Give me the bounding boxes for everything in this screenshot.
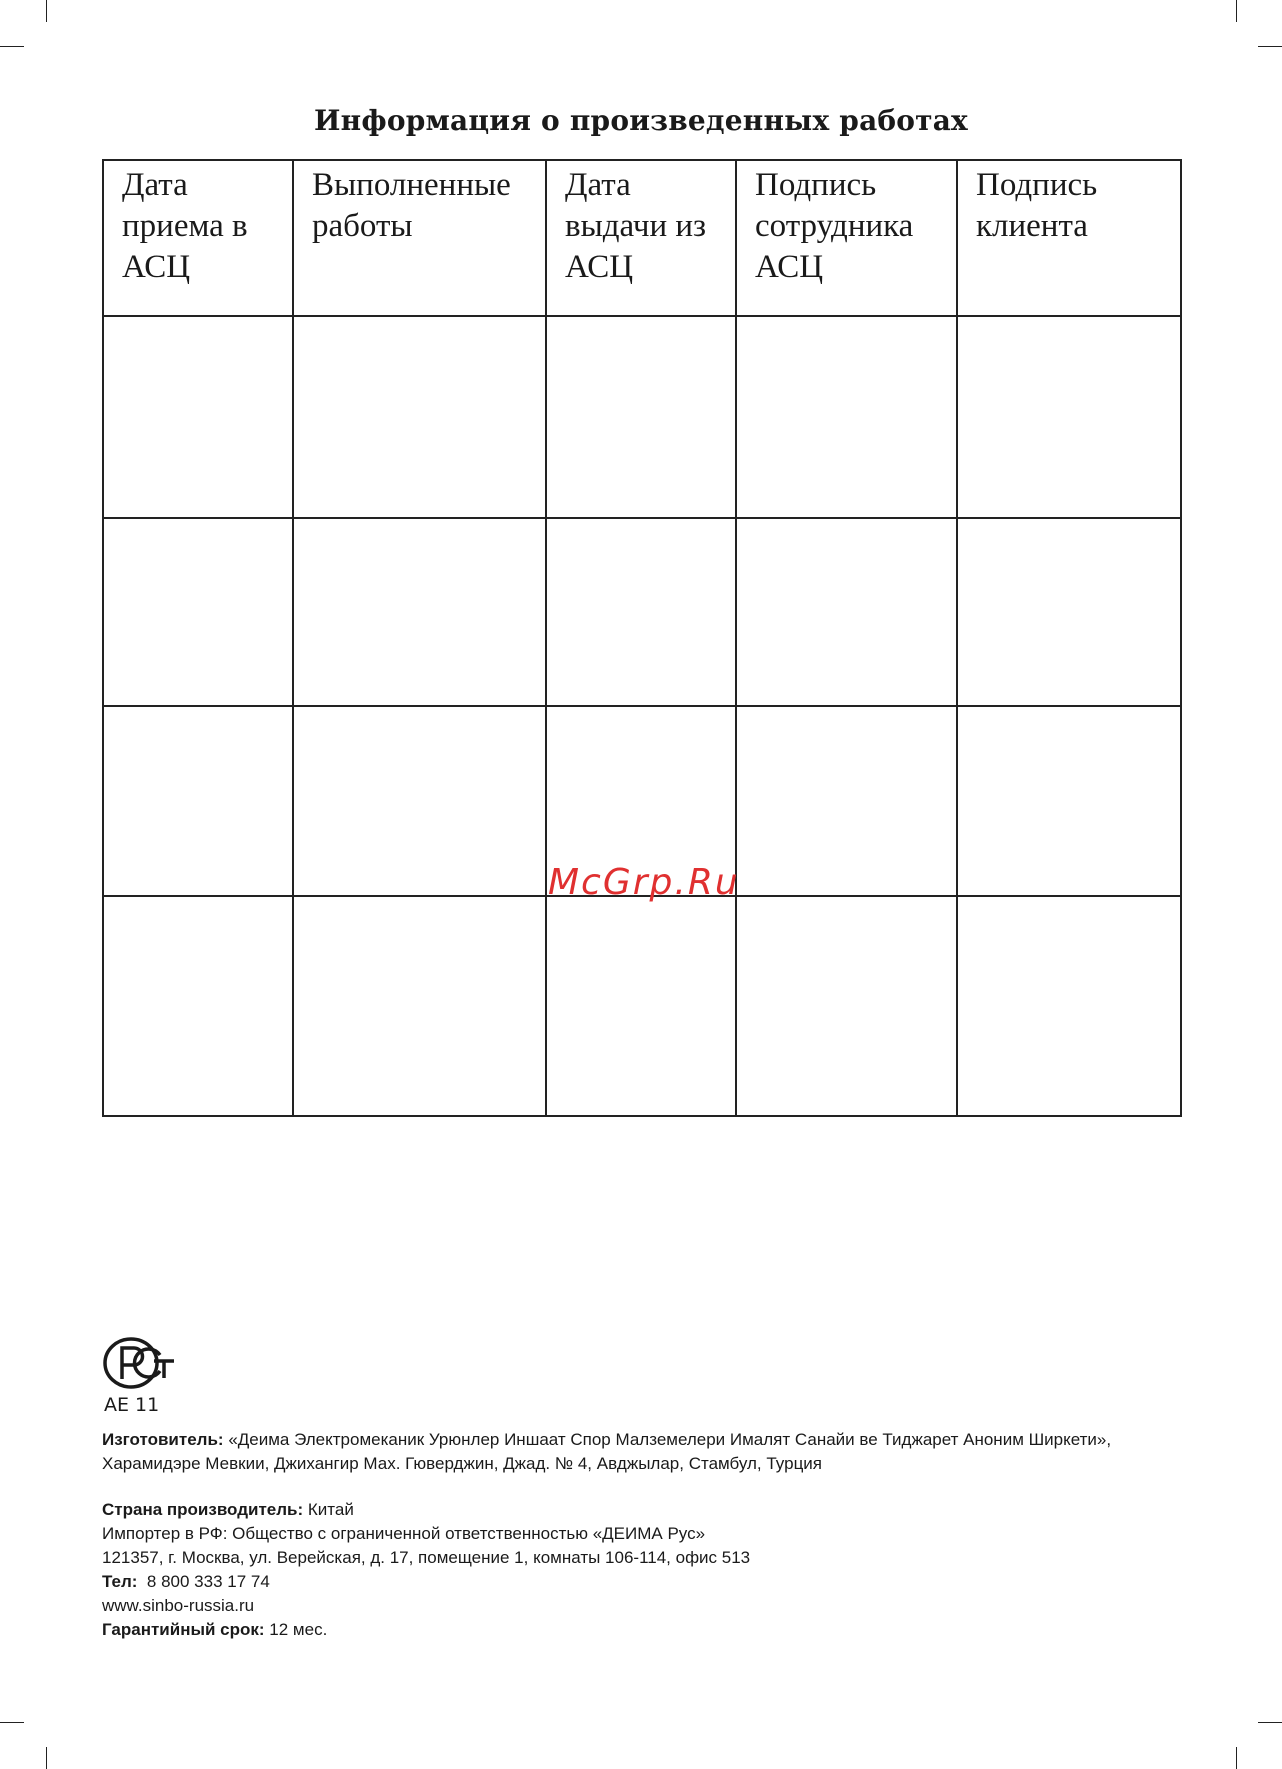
- phone-value: 8 800 333 17 74: [146, 1572, 270, 1591]
- header-employee-signature: Подпись сотрудника АСЦ: [736, 160, 957, 316]
- table-cell: [103, 316, 293, 518]
- table-cell: [293, 316, 546, 518]
- table-header-row: [103, 160, 1181, 316]
- manufacturer-text: «Деима Электромеканик Урюнлер Иншаат Спор Малземелери Ималят Санайи ве Тиджарет Аноним Ширкети», Харамидэре Мевкии, Джихангир Мах. Гюверджин, Джад. № 4, Авджылар, Стамбул, Турция: [102, 1430, 1112, 1473]
- table-cell: [736, 706, 957, 896]
- warranty-line: [102, 1618, 1187, 1642]
- crop-mark: [1258, 46, 1282, 47]
- table-row: [103, 518, 1181, 706]
- table-cell: [546, 316, 736, 518]
- crop-mark: [1236, 1747, 1237, 1769]
- table-cell: [736, 316, 957, 518]
- table-cell: [103, 706, 293, 896]
- crop-mark: [46, 0, 47, 22]
- table-cell: [736, 518, 957, 706]
- address-line: 121357, г. Москва, ул. Верейская, д. 17, помещение 1, комнаты 106-114, офис 513: [102, 1548, 751, 1567]
- page-title: Информация о произведенных работах: [314, 104, 968, 137]
- header-works-performed: Выполненные работы: [293, 160, 546, 316]
- importer-line: Импортер в РФ: Общество с ограниченной ответственностью «ДЕИМА Рус»: [102, 1524, 706, 1543]
- phone-label: Тел:: [102, 1572, 138, 1591]
- rst-certification-mark-icon: [102, 1334, 180, 1397]
- crop-mark: [0, 46, 24, 47]
- country-value: Китай: [307, 1500, 354, 1519]
- table-cell: [957, 316, 1181, 518]
- crop-mark: [46, 1747, 47, 1769]
- header-date-received: Дата приема в АСЦ: [103, 160, 293, 316]
- table-cell: [546, 896, 736, 1116]
- website-link: www.sinbo-russia.ru: [102, 1596, 255, 1615]
- table-cell: [957, 896, 1181, 1116]
- table-row: [103, 896, 1181, 1116]
- table-cell: [103, 518, 293, 706]
- watermark: McGrp.Ru: [548, 862, 740, 903]
- crop-mark: [1258, 1722, 1282, 1723]
- table-cell: [957, 706, 1181, 896]
- warranty-value: 12 мес.: [269, 1620, 328, 1639]
- header-date-issued: Дата выдачи из АСЦ: [546, 160, 736, 316]
- table-cell: [957, 518, 1181, 706]
- certification-code: AE 11: [104, 1394, 160, 1416]
- table-cell: [293, 706, 546, 896]
- table-cell: [293, 518, 546, 706]
- manufacturer-label: Изготовитель:: [102, 1430, 224, 1449]
- country-line: [102, 1498, 1187, 1522]
- country-label: Страна производитель:: [102, 1500, 304, 1519]
- table-cell: [293, 896, 546, 1116]
- table-cell: [736, 896, 957, 1116]
- crop-mark: [0, 1722, 24, 1723]
- table-cell: [103, 896, 293, 1116]
- warranty-label: Гарантийный срок:: [102, 1620, 265, 1639]
- crop-mark: [1236, 0, 1237, 22]
- manufacturer-info: [102, 1428, 1187, 1642]
- table-cell: [546, 518, 736, 706]
- works-table: [102, 159, 1182, 1117]
- header-client-signature: Подпись клиента: [957, 160, 1181, 316]
- table-row: [103, 316, 1181, 518]
- phone-line: [102, 1570, 1187, 1594]
- manufacturer-line: [102, 1428, 1187, 1476]
